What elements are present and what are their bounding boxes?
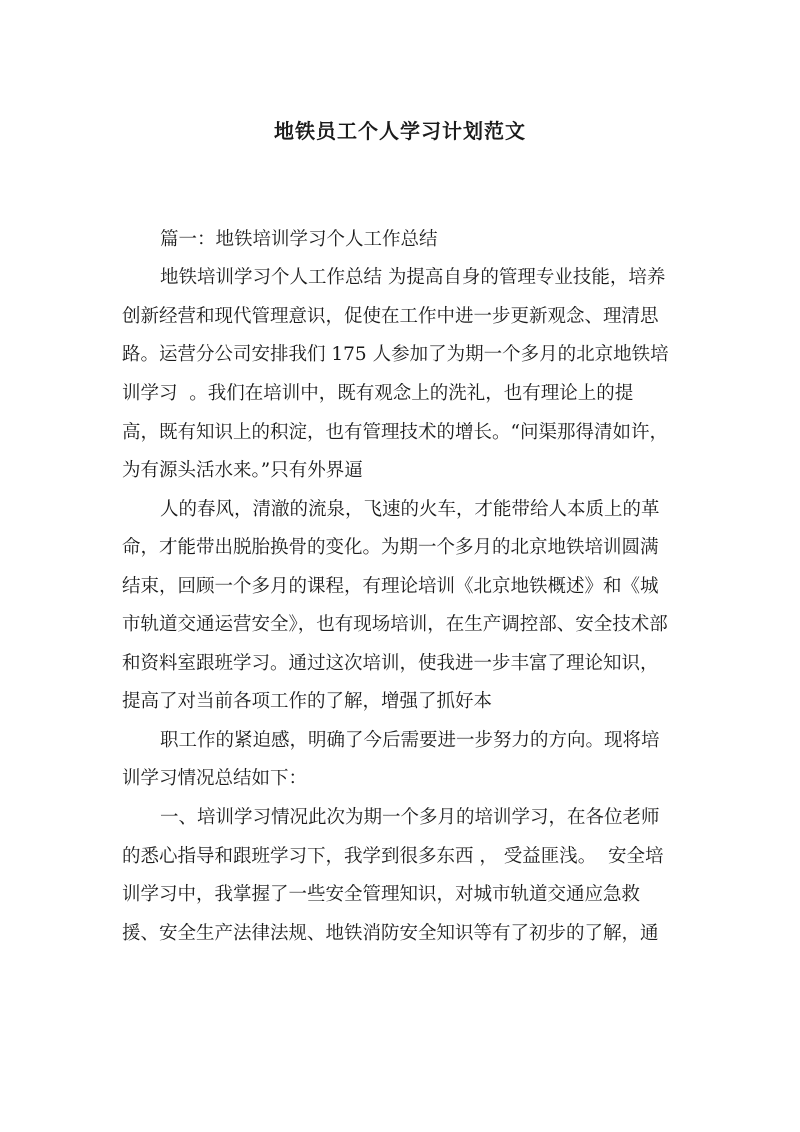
text-line: 提高了对当前各项工作的了解，增强了抓好本	[122, 691, 493, 712]
text-line: 为有源头活水来。”只有外界逼	[122, 460, 363, 481]
text-line: 的悉心指导和跟班学习下，我学到很多东西 ， 受益匪浅。 安全培	[122, 846, 664, 867]
text-line: 训学习中，我掌握了一些安全管理知识，对城市轨道交通应急救	[122, 884, 641, 905]
text-line: 结束，回顾一个多月的课程，有理论培训《北京地铁概述》和《城	[122, 576, 659, 597]
document-title: 地铁员工个人学习计划范文	[274, 119, 526, 143]
text-line: 高，既有知识上的积淀，也有管理技术的增长。“问渠那得清如许，	[122, 422, 668, 443]
text-line: 训学习情况总结如下：	[122, 768, 308, 789]
text-line: 人的春风，清澈的流泉，飞速的火车，才能带给人本质上的革	[160, 499, 660, 520]
text-line: 援、安全生产法律法规、地铁消防安全知识等有了初步的了解，通	[122, 923, 659, 944]
text-line: 地铁培训学习个人工作总结 为提高自身的管理专业技能，培养	[160, 267, 666, 288]
text-line: 创新经营和现代管理意识，促使在工作中进一步更新观念、理清思	[122, 306, 659, 327]
text-line: 市轨道交通运营安全》，也有现场培训，在生产调控部、安全技术部	[122, 614, 668, 635]
text-line: 训学习 。我们在培训中，既有观念上的洗礼，也有理论上的提	[122, 383, 634, 404]
text-line: 职工作的紧迫感，明确了今后需要进一步努力的方向。现将培	[160, 730, 660, 751]
text-line: 一、培训学习情况此次为期一个多月的培训学习，在各位老师	[160, 807, 660, 828]
text-line: 篇一：地铁培训学习个人工作总结	[160, 229, 438, 250]
text-line: 路。运营分公司安排我们 175 人参加了为期一个多月的北京地铁培	[122, 344, 669, 365]
text-line: 和资料室跟班学习。通过这次培训，使我进一步丰富了理论知识，	[122, 653, 659, 674]
text-line: 命，才能带出脱胎换骨的变化。为期一个多月的北京地铁培训圆满	[122, 537, 659, 558]
